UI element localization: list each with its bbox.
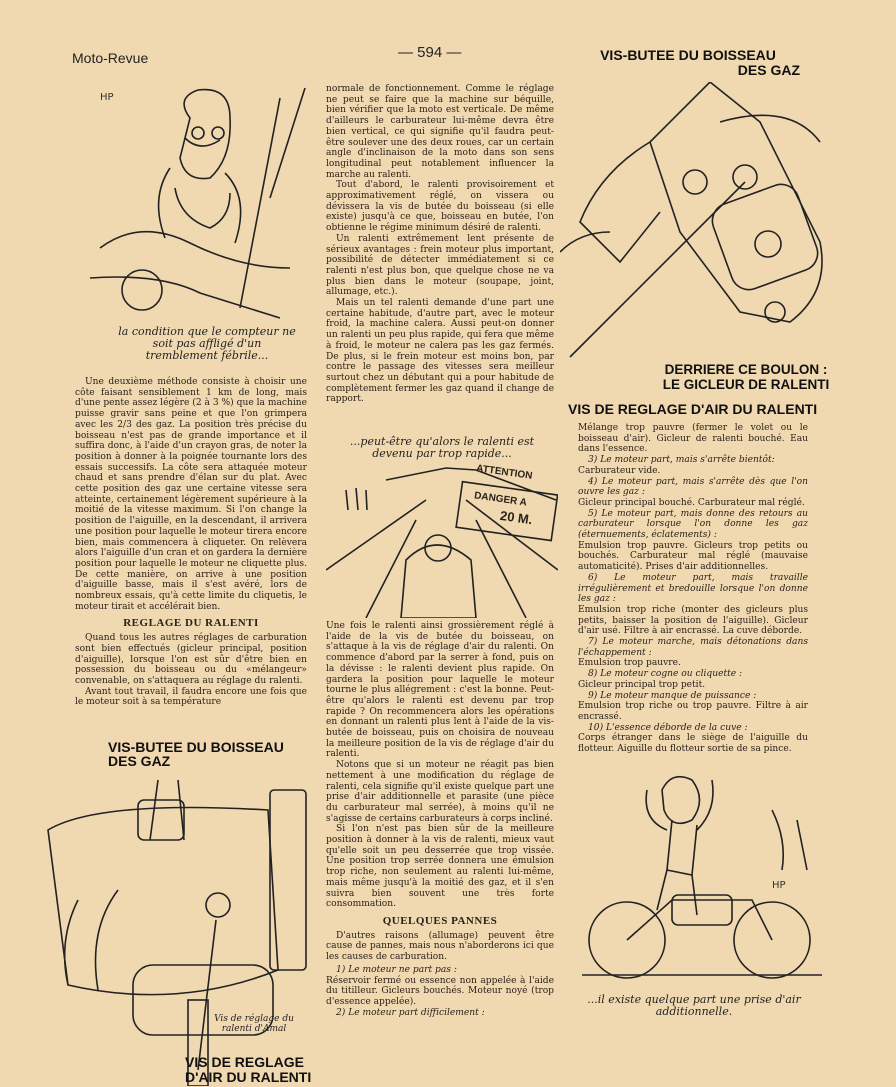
panne-4-body: Gicleur principal bouché. Carburateur mal réglé.: [578, 497, 805, 508]
col2-paragraph-3: Un ralenti extrêmement lent présente de sérieux avantages : frein moteur plus important, possibilité de détecter immédiatement si ce ralenti n'est plus bon, que quelque chose ne va plus bien dans le moteur (soupape, joint, allumage, etc.).: [326, 233, 554, 298]
panne-6-title: 6) Le moteur part, mais travaille irrégulièrement et bredouille lorsque l'on donne les gaz :: [578, 572, 808, 605]
cartoon-rider-speedometer: [80, 78, 310, 323]
sign-danger: DANGER A: [473, 490, 528, 509]
column-2-bottom: [326, 621, 554, 1018]
panne-2-title: 2) Le moteur part difficilement :: [336, 1007, 485, 1018]
cartoon3-caption: ...il existe quelque part une prise d'air additionnelle.: [587, 993, 801, 1018]
sign-distance: 20 M.: [499, 507, 534, 528]
svg-text:HP: HP: [772, 880, 786, 891]
col2-paragraph-5: Une fois le ralenti ainsi grossièrement réglé à l'aide de la vis de butée du boisseau, on s'attaque à la vis de réglage d'air du ralenti. On commence d'abord par la serrer à fond, puis on la dévisse : le ralenti devient plus rapide. On gardera la position pour laquelle le moteur tourne le plus allégrement : c'est la bonne. Peut-être qu'alors le ralenti est devenu par trop rapide ? On recommencera alors les opérations en donnant un ralenti plus lent à l'aide de la vis-butée de boisseau, puis on choisira de nouveau la meilleure position de la vis de réglage d'air du ralenti.: [326, 621, 554, 760]
col2-paragraph-6: Notons que si un moteur ne réagit pas bien nettement à une modification du réglage de ralenti, cela signifie qu'il existe quelque part une prise d'air additionnelle et parasite (une pièce du carburateur mal serrée), à moins qu'il ne s'agisse de certains carburateurs à corps incliné.: [326, 760, 554, 824]
bottom-left-title-line1: VIS-BUTEE DU BOISSEAU: [108, 739, 284, 755]
column-1: [75, 377, 307, 708]
top-right-title: [568, 48, 808, 78]
panne-9-body: Emulsion trop riche ou trop pauvre. Filtre à air encrassé.: [578, 701, 808, 722]
cartoon-road-rider: [326, 460, 558, 618]
top-right-title-line2: DES GAZ: [737, 62, 800, 78]
panne-6-body: Emulsion trop riche (monter des gicleurs plus petits, baisser la position de l'aiguille). Gicleur d'air usé. Filtre à air encrassé. La cuve déborde.: [578, 604, 808, 637]
carburetor-amal-diagram: [38, 770, 320, 1086]
panne-3-body: Carburateur vide.: [578, 465, 661, 476]
panne-5-body: Emulsion trop pauvre. Gicleurs trop petits ou bouchés. Carburateur mal réglé (mauvaise automaticité). Prises d'air additionnelles.: [578, 540, 808, 573]
col2-paragraph-8: D'autres raisons (allumage) peuvent être cause de pannes, mais nous n'aborderons ici que les causes de carburation.: [326, 930, 554, 963]
column-2-top: [326, 84, 554, 405]
right-diagram-label: VIS DE REGLAGE D'AIR DU RALENTI: [568, 401, 818, 417]
sign-attention: ATTENTION: [475, 463, 533, 482]
panne-9-title: 9) Le moteur manque de puissance :: [588, 690, 757, 701]
right-caption-line2: LE GICLEUR DE RALENTI: [662, 377, 830, 392]
panne-8-title: 8) Le moteur cogne ou cliquette :: [588, 669, 743, 680]
top-right-title-line1: VIS-BUTEE DU BOISSEAU: [600, 47, 776, 63]
panne-5-title: 5) Le moteur part, mais donne des retours au carburateur lorsque l'on donne les gaz (éternuements, éclatements) :: [578, 508, 808, 541]
section-heading-pannes: QUELQUES PANNES: [382, 914, 498, 927]
col3-line-1: Mélange trop pauvre (fermer le volet ou le boisseau d'air). Gicleur de ralenti bouché. Eau dans l'essence.: [578, 423, 808, 455]
panne-7-title: 7) Le moteur marche, mais détonations dans l'échappement :: [578, 637, 808, 658]
col1-paragraph-3: Avant tout travail, il faudra encore une fois que le moteur soit à sa température: [75, 686, 307, 708]
panne-4-title: 4) Le moteur part, mais s'arrête dès que l'on ouvre les gaz :: [578, 476, 808, 498]
panne-3-title: 3) Le moteur part, mais s'arrête bientôt:: [588, 455, 775, 466]
col1-paragraph-1: Une deuxième méthode consiste à choisir une côte faisant sensiblement 1 km de long, mais d'une pente assez légère (2 à 3 %) que la machine puisse gravir sans peine et que l'on grimpera avec les 2/3 des gaz. La position très précise du boisseau n'est pas de grande importance et il suffira donc, à l'aide d'un crayon gras, de noter la position à donner à la poignée tournante lors des essais successifs. La côte sera attaquée moteur chaud et sans prendre d'élan sur du plat. Avec cette position des gaz une certaine vitesse sera atteinte, certainement légèrement supérieure à la moitié de la vitesse maximum. Si l'on change la position de l'aiguille, en la descendant, il arrivera une position pour laquelle le moteur tirera encore bien, mais commencera à cliqueter. On relèvera alors l'aiguille d'un cran et on gardera la dernière position pour laquelle le moteur ne cliquette plus. De cette manière, on arrive à une position d'aiguille basse, mais il s'est avéré, lors de nombreux essais, qu'à cette limite du cliquetis, le moteur tirait et accélérait bien.: [75, 377, 307, 612]
section-heading-ralenti: REGLAGE DU RALENTI: [123, 617, 259, 630]
cartoon1-caption: la condition que le compteur ne soit pas affligé d'un tremblement fébrile...: [118, 325, 296, 362]
panne-10-title: 10) L'essence déborde de la cuve :: [588, 722, 748, 733]
right-caption-line1: DERRIERE CE BOULON :: [664, 362, 828, 377]
col1-paragraph-2: Quand tous les autres réglages de carburation sont bien effectués (gicleur principal, position d'aiguille), lorsque l'on est sûr d'être bien en possession du boisseau ou du «mélangeur» convenable, on s'attaquera au réglage du ralenti.: [75, 633, 307, 686]
bottom-left-label-line2: D'AIR DU RALENTI: [185, 1069, 312, 1085]
svg-text:HP: HP: [100, 92, 114, 103]
panne-8-body: Gicleur principal trop petit.: [578, 679, 706, 690]
col2-paragraph-1: normale de fonctionnement. Comme le réglage ne peut se faire que la machine sur béquille, bien vérifier que la moto est verticale. De même d'ailleurs le carburateur lui-même devra être bien vertical, ce qui signifie qu'il faudra peut-être soulever une des deux roues, car un certain angle d'inclinaison de la moto dans son sens longitudinal peut notablement influencer la marche au ralenti.: [326, 84, 554, 180]
carburetor-diagram-right: [560, 82, 840, 362]
col2-paragraph-7: Si l'on n'est pas bien sûr de la meilleure position à donner à la vis de ralenti, mieux vaut qu'elle soit un peu desserrée que trop vissée. Une position trop serrée donnera une émulsion trop riche, non seulement au ralenti lui-même, mais même jusqu'à la moitié des gaz, et il s'en suivra bien souvent une très forte consommation.: [326, 824, 554, 910]
cartoon-motorcycle-puzzled: [572, 760, 834, 988]
bottom-left-title-line2: DES GAZ: [108, 753, 171, 769]
panne-1-body: Réservoir fermé ou essence non appelée à l'aide du titilleur. Gicleurs bouchés. Moteur noyé (trop d'essence appelée).: [326, 975, 554, 1007]
col2-paragraph-4: Mais un tel ralenti demande d'une part une certaine habitude, d'autre part, avec le moteur froid, la machine calera. Aussi peut-on donner un ralenti un peu plus rapide, qui fera que même à froid, le moteur ne calera pas les gaz fermés. De plus, si le frein moteur est moins bon, par contre le passage des vitesses sera meilleur surtout chez un débutant qui a pour habitude de complètement fermer les gaz quand il change de rapport.: [326, 298, 554, 405]
panne-7-body: Emulsion trop pauvre.: [578, 658, 681, 669]
col2-paragraph-2: Tout d'abord, le ralenti provisoirement et approximativement réglé, on vissera ou dévissera la vis de butée du boisseau (si elle existe) jusqu'à ce que, boisseau en butée, l'on obtienne le régime minimum désiré de ralenti.: [326, 180, 554, 234]
panne-1-title: 1) Le moteur ne part pas :: [336, 964, 457, 975]
amal-note: Vis de réglage du ralenti d'Amal: [214, 1014, 294, 1034]
right-diagram-caption: [648, 362, 844, 392]
journal-name: Moto-Revue: [72, 50, 149, 66]
column-3: [578, 423, 808, 755]
page-number: — 594 —: [398, 44, 462, 61]
bottom-left-label-line1: VIS DE REGLAGE: [185, 1054, 305, 1070]
panne-10-body: Corps étranger dans le siège de l'aiguille du flotteur. Aiguille du flotteur sortie de sa pince.: [578, 733, 808, 755]
cartoon2-caption: ...peut-être qu'alors le ralenti est devenu par trop rapide...: [349, 435, 535, 460]
